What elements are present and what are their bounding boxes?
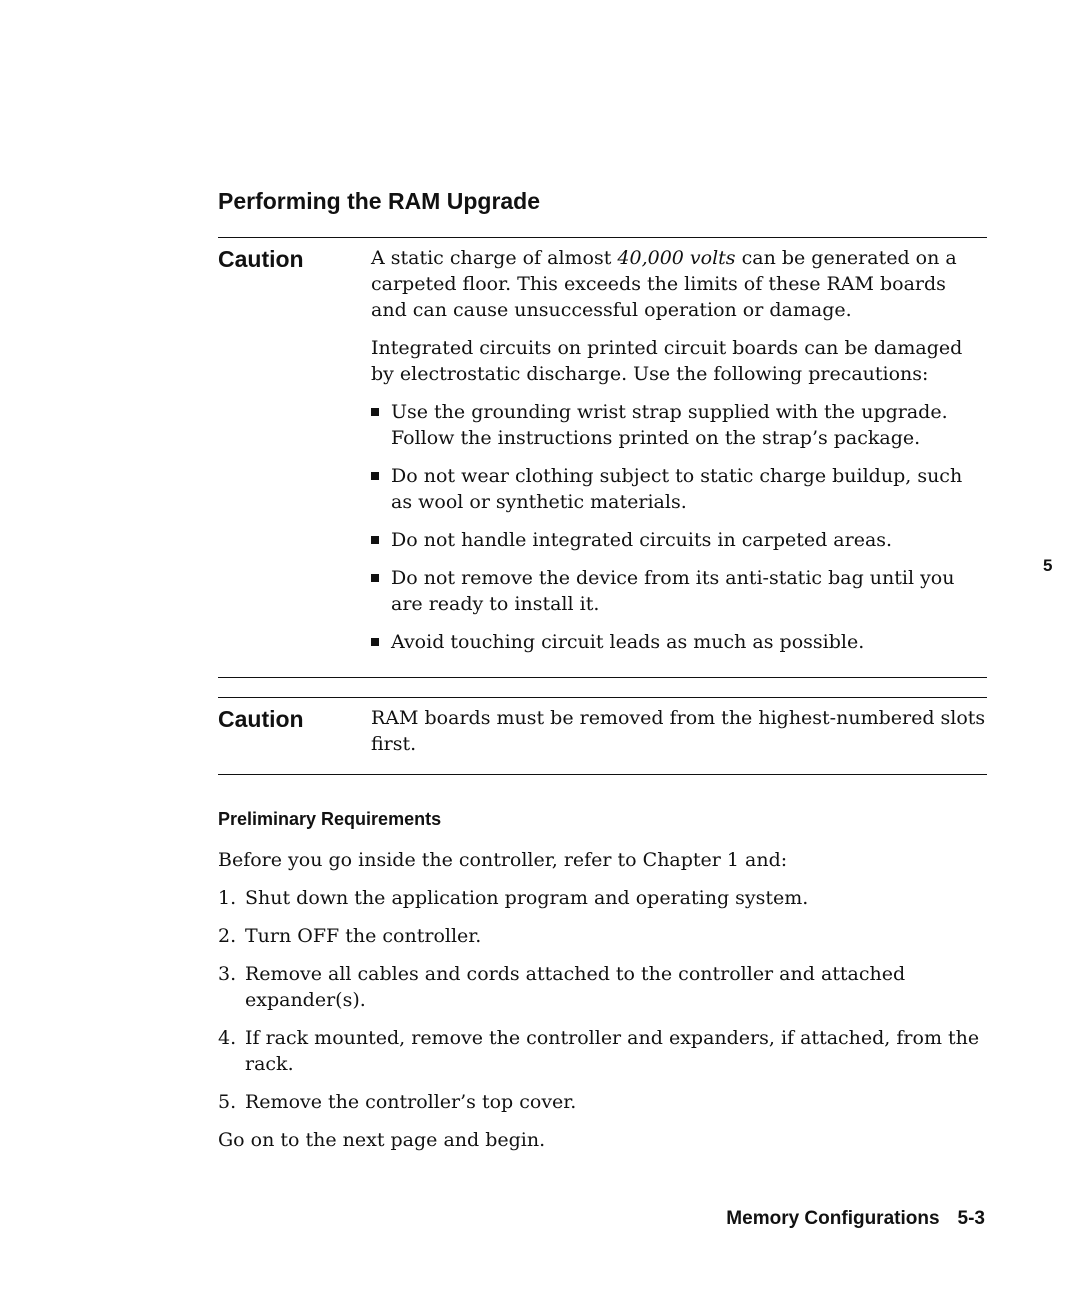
caution-body <box>371 705 987 769</box>
list-item <box>218 961 988 1013</box>
caution-text: A static charge of almost <box>371 247 618 269</box>
step-list <box>218 885 988 1115</box>
closing-paragraph: Go on to the next page and begin. <box>218 1129 546 1151</box>
caution-text: can be generated on a carpeted floor. This exceeds the limits of these RAM boards and can cause unsuccessful operation or damage. <box>371 247 957 321</box>
step-text: Turn OFF the controller. <box>245 925 482 947</box>
voltage-emphasis: 40,000 volts <box>617 247 736 269</box>
list-item <box>371 463 987 515</box>
list-item <box>371 527 987 553</box>
step-text: If rack mounted, remove the controller and expanders, if attached, from the rack. <box>245 1027 980 1075</box>
intro-paragraph: Before you go inside the controller, refer to Chapter 1 and: <box>218 849 788 871</box>
list-item <box>371 565 987 617</box>
square-bullet-icon <box>371 408 379 416</box>
step-number: 5. <box>218 1091 237 1113</box>
list-item-text: Do not handle integrated circuits in carpeted areas. <box>391 529 893 551</box>
step-number: 1. <box>218 887 237 909</box>
chapter-tab: 5 <box>1043 556 1053 575</box>
page-footer <box>726 1208 985 1230</box>
step-text: Remove the controller’s top cover. <box>245 1091 577 1113</box>
list-item <box>218 1025 988 1077</box>
square-bullet-icon <box>371 472 379 480</box>
caution-bottom-rule <box>218 677 987 678</box>
list-item-text: Avoid touching circuit leads as much as possible. <box>391 631 865 653</box>
square-bullet-icon <box>371 638 379 646</box>
caution-paragraph <box>371 245 987 323</box>
caution-top-rule <box>218 697 987 698</box>
footer-chapter-title: Memory Configurations <box>726 1208 940 1229</box>
list-item <box>218 885 988 911</box>
caution-top-rule <box>218 237 987 238</box>
caution-label: Caution <box>218 706 304 732</box>
list-item <box>218 923 988 949</box>
caution-paragraph: RAM boards must be removed from the highest-numbered slots first. <box>371 707 986 755</box>
list-item-text: Use the grounding wrist strap supplied with the upgrade. Follow the instructions printed on the strap’s package. <box>391 401 948 449</box>
section-title: Performing the RAM Upgrade <box>218 188 541 214</box>
caution-label: Caution <box>218 246 304 272</box>
page-number: 5-3 <box>957 1208 985 1229</box>
subsection-heading: Preliminary Requirements <box>218 809 442 829</box>
list-item-text: Do not remove the device from its anti-static bag until you are ready to install it. <box>391 567 955 615</box>
list-item <box>371 399 987 451</box>
step-number: 2. <box>218 925 237 947</box>
list-item <box>371 629 987 655</box>
square-bullet-icon <box>371 536 379 544</box>
list-item <box>218 1089 988 1115</box>
caution-paragraph: Integrated circuits on printed circuit boards can be damaged by electrostatic discharge. Use the following precautions: <box>371 337 963 385</box>
square-bullet-icon <box>371 574 379 582</box>
caution-bottom-rule <box>218 774 987 775</box>
precaution-list <box>371 399 987 655</box>
step-text: Remove all cables and cords attached to the controller and attached expander(s). <box>245 963 906 1011</box>
caution-body <box>371 245 987 667</box>
list-item-text: Do not wear clothing subject to static charge buildup, such as wool or synthetic materials. <box>391 465 963 513</box>
step-text: Shut down the application program and operating system. <box>245 887 809 909</box>
preliminary-requirements <box>218 847 988 1165</box>
step-number: 4. <box>218 1027 237 1049</box>
step-number: 3. <box>218 963 237 985</box>
